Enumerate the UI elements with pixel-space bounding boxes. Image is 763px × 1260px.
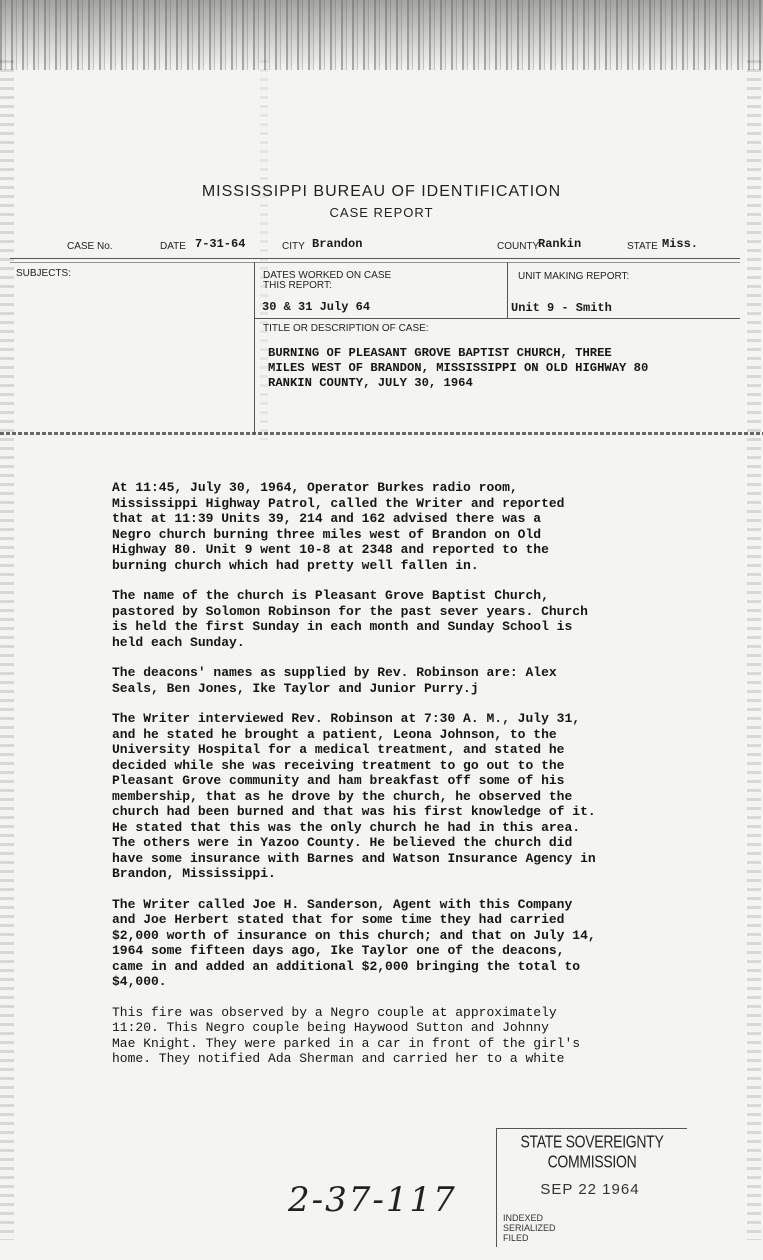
unit-label: UNIT MAKING REPORT: — [518, 271, 630, 282]
paragraph — [112, 1005, 692, 1067]
agency-title: MISSISSIPPI BUREAU OF IDENTIFICATION — [201, 183, 562, 200]
body-line: Mae Knight. They were parked in a car in front of the girl's — [112, 1035, 581, 1051]
body-line: and he stated he brought a patient, Leona Johnson, to the — [112, 726, 557, 742]
title-of-case-label: TITLE OR DESCRIPTION OF CASE: — [263, 323, 429, 334]
stamp-serialized: SERIALIZED — [503, 1223, 556, 1233]
body-line: The deacons' names as supplied by Rev. Robinson are: Alex — [112, 665, 557, 680]
form-title: CASE REPORT — [329, 205, 434, 220]
state-label: STATE — [627, 241, 658, 252]
body-line: He stated that this was the only church he had in this area. — [112, 819, 581, 835]
body-line: $2,000 worth of insurance on this church; and that on July 14, — [112, 927, 596, 943]
body-line: University Hospital for a medical treatment, and stated he — [112, 742, 565, 757]
unit-value: Unit 9 - Smith — [511, 301, 612, 315]
body-line: have some insurance with Barnes and Watson Insurance Agency in — [112, 850, 596, 866]
paragraph — [112, 588, 692, 650]
date-value: 7-31-64 — [195, 237, 246, 251]
body-line: 1964 some fifteen days ago, Ike Taylor one of the deacons, — [112, 943, 565, 958]
subjects-divider — [254, 262, 255, 434]
body-line: Negro church burning three miles west of Brandon on Old — [112, 526, 542, 542]
body-line: is held the first Sunday in each month and Sunday School is — [112, 619, 573, 634]
dates-worked-label-line1: DATES WORKED ON CASE — [263, 270, 392, 281]
body-line: Mississippi Highway Patrol, called the Writer and reported — [112, 495, 565, 511]
body-line: came in and added an additional $2,000 bringing the total to — [112, 958, 581, 974]
body-line: Highway 80. Unit 9 went 10-8 at 2348 and reported to the — [112, 542, 549, 557]
county-value: Rankin — [538, 237, 582, 251]
body-line: Pleasant Grove community and ham breakfast off some of his — [112, 773, 565, 788]
case-line-rule-2 — [10, 262, 740, 263]
section-divider — [0, 432, 763, 435]
body-line: Brandon, Mississippi. — [112, 866, 276, 881]
report-body — [112, 480, 692, 1067]
title-rule — [254, 318, 740, 319]
body-line: The Writer called Joe H. Sanderson, Agent with this Company — [112, 896, 573, 912]
body-line: burning church which had pretty well fallen in. — [112, 557, 479, 573]
stamp-date: SEP 22 1964 — [540, 1181, 640, 1198]
city-value: Brandon — [312, 237, 363, 251]
body-line: The others were in Yazoo County. He believed the church did — [112, 835, 573, 850]
body-line: Seals, Ben Jones, Ike Taylor and Junior Purry.j — [112, 680, 479, 696]
body-line: church had been burned and that was his first knowledge of it. — [112, 804, 596, 819]
handwritten-file-number: 2-37-117 — [288, 1180, 457, 1220]
body-line: The Writer interviewed Rev. Robinson at 7:30 A. M., July 31, — [112, 711, 581, 726]
scan-noise-top — [0, 0, 763, 70]
body-line: home. They notified Ada Sherman and carried her to a white — [112, 1051, 565, 1066]
case-line-rule — [10, 258, 740, 259]
paragraph — [112, 480, 692, 573]
body-line: At 11:45, July 30, 1964, Operator Burkes radio room, — [112, 480, 518, 495]
stamp-filed: FILED — [503, 1233, 529, 1243]
scan-noise-left — [0, 60, 14, 1240]
body-line: held each Sunday. — [112, 634, 245, 650]
title-of-case — [268, 346, 743, 391]
body-line: decided while she was receiving treatment to go out to the — [112, 757, 565, 773]
body-line: This fire was observed by a Negro couple at approximately — [112, 1004, 557, 1020]
stamp-indexed: INDEXED — [503, 1213, 544, 1223]
body-line: membership, that as he drove by the church, he observed the — [112, 788, 573, 804]
unit-divider — [507, 262, 508, 318]
sovereignty-commission-stamp — [496, 1128, 687, 1247]
paragraph — [112, 897, 692, 990]
case-no-label: CASE No. — [67, 241, 113, 252]
title-line: BURNING OF PLEASANT GROVE BAPTIST CHURCH, THREE — [268, 346, 612, 360]
dates-worked-label-line2: THIS REPORT: — [263, 280, 332, 291]
subjects-label: SUBJECTS: — [16, 268, 72, 279]
body-line: The name of the church is Pleasant Grove Baptist Church, — [112, 588, 549, 603]
stamp-title: STATE SOVEREIGNTY COMMISSION — [520, 1131, 664, 1171]
paragraph — [112, 665, 692, 696]
title-line: MILES WEST OF BRANDON, MISSISSIPPI ON OLD HIGHWAY 80 — [268, 361, 649, 375]
paragraph — [112, 711, 692, 882]
date-label: DATE — [160, 241, 186, 252]
scan-noise-right — [747, 60, 761, 1240]
body-line: that at 11:39 Units 39, 214 and 162 advised there was a — [112, 511, 542, 526]
title-line: RANKIN COUNTY, JULY 30, 1964 — [268, 376, 473, 390]
dates-worked-value: 30 & 31 July 64 — [262, 300, 371, 314]
scan-noise-center — [260, 60, 268, 440]
city-label: CITY — [282, 241, 305, 252]
body-line: $4,000. — [112, 974, 167, 989]
body-line: pastored by Solomon Robinson for the past sever years. Church — [112, 603, 588, 619]
body-line: 11:20. This Negro couple being Haywood Sutton and Johnny — [112, 1020, 549, 1035]
dates-worked-label — [263, 271, 391, 291]
body-line: and Joe Herbert stated that for some time they had carried — [112, 912, 565, 927]
county-label: COUNTY — [497, 241, 540, 252]
state-value: Miss. — [662, 237, 699, 251]
